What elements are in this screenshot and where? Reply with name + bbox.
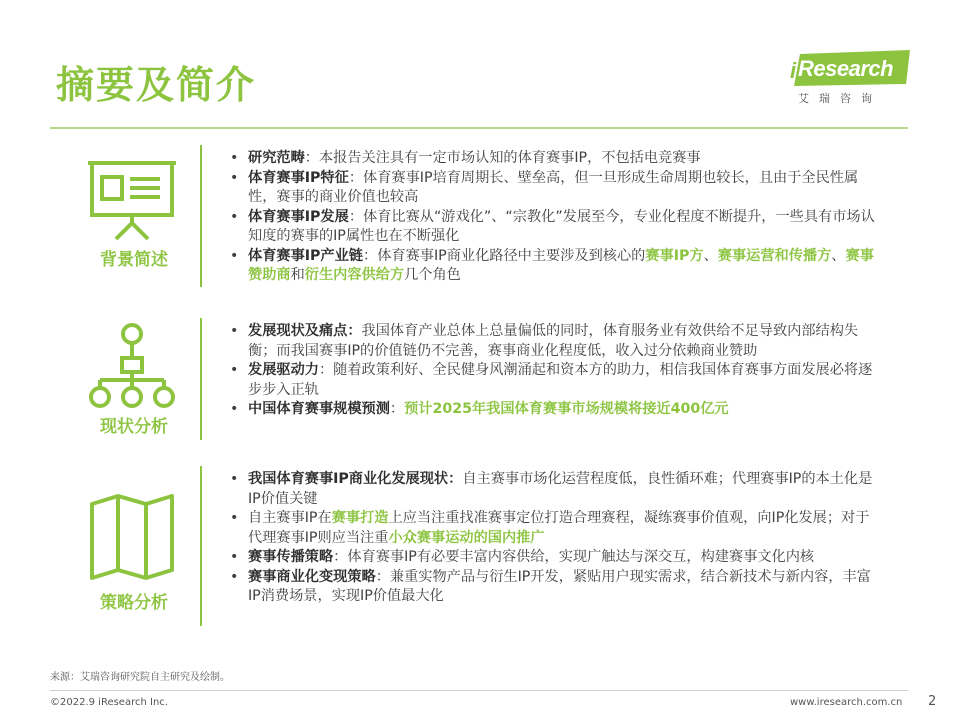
presentation-board-icon bbox=[86, 153, 178, 245]
list-item: • 发展驱动力：随着政策利好、全民健身风潮涌起和资本方的助力，相信我国体育赛事方面发展必将逐步步入正轨 bbox=[228, 361, 878, 400]
list-item: • 赛事传播策略：体育赛事IP有必要丰富内容供给，实现广触达与深交互，构建赛事文化内核 bbox=[228, 548, 878, 568]
section-divider bbox=[200, 145, 202, 287]
section-label: 背景简述 bbox=[100, 250, 168, 270]
logo-text: Research bbox=[798, 56, 894, 81]
bullet-list bbox=[228, 470, 878, 607]
book-map-icon bbox=[86, 494, 178, 586]
list-item: • 研究范畴：本报告关注具有一定市场认知的体育赛事IP，不包括电竞赛事 bbox=[228, 149, 878, 169]
copyright: ©2022.9 iResearch Inc. bbox=[50, 697, 168, 708]
list-item: • 发展现状及痛点：我国体育产业总体上总量偏低的同时，体育服务业有效供给不足导致内部结构失衡；而我国赛事IP的价值链仍不完善，赛事商业化程度低，收入过分依赖商业赞助 bbox=[228, 322, 878, 361]
bullet-list bbox=[228, 322, 878, 420]
section-divider bbox=[200, 466, 202, 626]
bottom-divider bbox=[50, 690, 908, 691]
logo-letter-i: i bbox=[790, 58, 797, 83]
source-note: 来源：艾瑞咨询研究院自主研究及绘制。 bbox=[50, 672, 230, 683]
list-item: • 体育赛事IP产业链：体育赛事IP商业化路径中主要涉及到核心的赛事IP方、赛事运营和传播方、赛事赞助商和衍生内容供给方几个角色 bbox=[228, 247, 878, 286]
website-link[interactable]: www.iresearch.com.cn bbox=[790, 697, 903, 708]
list-item: • 体育赛事IP发展：体育比赛从“游戏化”、“宗教化”发展至今，专业化程度不断提升，一些具有市场认知度的赛事的IP属性也在不断强化 bbox=[228, 208, 878, 247]
list-item: • 自主赛事IP在赛事打造上应当注重找准赛事定位打造合理赛程，凝练赛事价值观，向IP化发展；对于代理赛事IP则应当注重小众赛事运动的国内推广 bbox=[228, 509, 878, 548]
section-label: 策略分析 bbox=[100, 593, 168, 613]
iresearch-logo bbox=[786, 50, 914, 108]
list-item: • 我国体育赛事IP商业化发展现状：自主赛事市场化运营程度低，良性循环难；代理赛事IP的本土化是IP价值关键 bbox=[228, 470, 878, 509]
section-divider bbox=[200, 318, 202, 440]
org-chart-icon bbox=[86, 320, 178, 412]
page-title: 摘要及简介 bbox=[56, 63, 257, 107]
list-item: • 赛事商业化变现策略：兼重实物产品与衍生IP开发，紧贴用户现实需求，结合新技术与新内容，丰富IP消费场景，实现IP价值最大化 bbox=[228, 568, 878, 607]
list-item: • 中国体育赛事规模预测：预计2025年我国体育赛事市场规模将接近400亿元 bbox=[228, 400, 878, 420]
section-label: 现状分析 bbox=[100, 417, 168, 437]
bullet-list bbox=[228, 149, 878, 286]
top-divider bbox=[50, 127, 908, 129]
page-number: 2 bbox=[928, 694, 937, 709]
list-item: • 体育赛事IP特征：体育赛事IP培育周期长、壁垒高，但一旦形成生命周期也较长，且由于全民性属性，赛事的商业价值也较高 bbox=[228, 169, 878, 208]
logo-chinese: 艾瑞咨询 bbox=[798, 92, 882, 105]
